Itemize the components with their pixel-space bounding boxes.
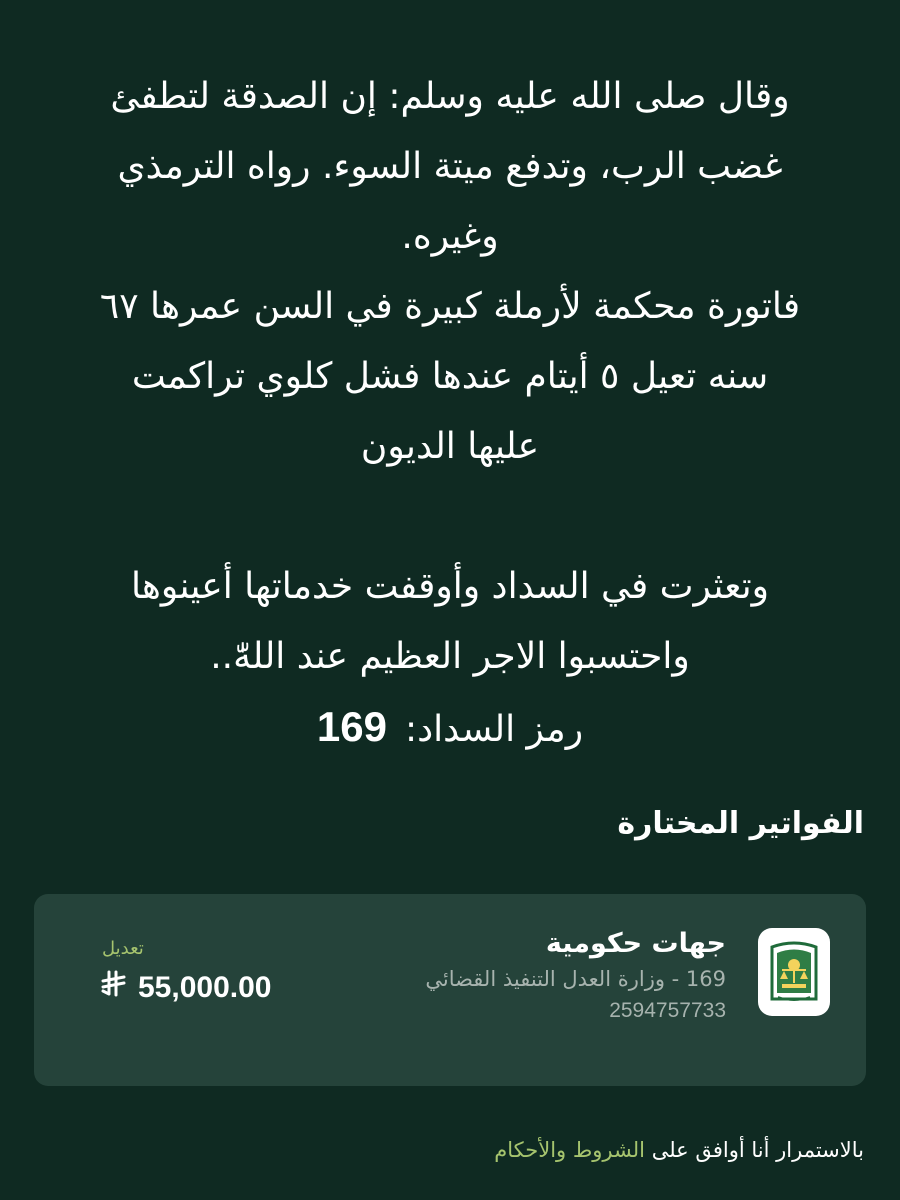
payment-code-line xyxy=(30,692,870,765)
selected-bills-title: الفواتير المختارة xyxy=(617,806,864,841)
message-line: فاتورة محكمة لأرملة كبيرة في السن عمرها ٦٧ xyxy=(99,286,801,327)
riyal-icon xyxy=(100,970,126,1006)
payment-code-label: رمز السداد: xyxy=(404,709,584,750)
edit-bill-button[interactable]: تعديل xyxy=(102,938,144,959)
bill-card[interactable] xyxy=(34,894,866,1086)
bill-service: 169 - وزارة العدل التنفيذ القضائي xyxy=(425,967,726,991)
bill-amount xyxy=(100,970,271,1006)
bill-amount-value: 55,000.00 xyxy=(138,971,272,1004)
terms-link[interactable]: الشروط والأحكام xyxy=(494,1138,645,1162)
ministry-of-justice-logo-icon xyxy=(758,928,830,1016)
donation-message xyxy=(30,62,870,765)
message-line: واحتسبوا الاجر العظيم عند اللهّٰ.. xyxy=(210,636,690,677)
bill-category: جهات حكومية xyxy=(545,928,726,959)
bill-info xyxy=(425,928,726,1023)
message-spacer xyxy=(30,482,870,552)
payment-code-value: 169 xyxy=(316,703,387,750)
terms-prefix: بالاستمرار أنا أوافق على xyxy=(651,1138,864,1162)
message-line: عليها الديون xyxy=(360,426,540,467)
bill-number: 2594757733 xyxy=(609,999,726,1022)
message-line: وغيره. xyxy=(401,216,499,257)
message-line: سنه تعيل ٥ أيتام عندها فشل كلوي تراكمت xyxy=(131,356,769,397)
message-line: غضب الرب، وتدفع ميتة السوء. رواه الترمذي xyxy=(117,146,783,187)
message-line: وقال صلى الله عليه وسلم: إن الصدقة لتطفئ xyxy=(110,76,790,117)
message-line: وتعثرت في السداد وأوقفت خدماتها أعينوها xyxy=(130,566,770,607)
terms-agreement xyxy=(494,1138,864,1162)
